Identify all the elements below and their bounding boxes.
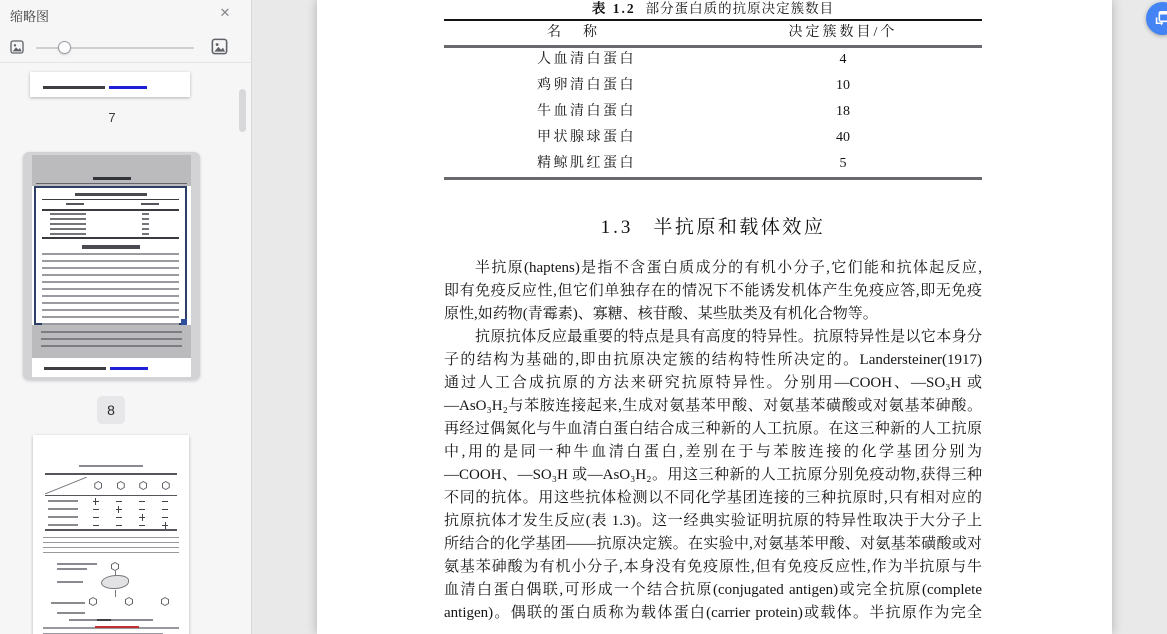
- determinant-count-cell: 4: [839, 52, 847, 67]
- mini-label: [51, 602, 85, 604]
- column-header-name: 名 称: [547, 25, 601, 40]
- section-title: 半抗原和载体效应: [653, 217, 826, 238]
- table-row: [444, 99, 982, 125]
- pdf-page: [317, 0, 1112, 634]
- mini-caption: [79, 465, 143, 467]
- protein-name-cell: 鸡卵清白蛋白: [537, 78, 636, 93]
- panel-title: 缩略图: [10, 9, 50, 24]
- table-rule-bottom: [444, 177, 982, 180]
- viewport-indicator[interactable]: [34, 186, 187, 325]
- page-number-badge-8[interactable]: 8: [97, 396, 125, 424]
- determinant-count-cell: 10: [836, 78, 850, 93]
- benzene-ring-icon: [94, 481, 102, 490]
- text-line: 抗原抗体才发生反应(表 1.3)。这一经典实验证明抗原的特异性取决于大分子上: [444, 513, 982, 529]
- text-line: —AsO₃H₂与苯胺连接起来,生成对氨基苯甲酸、对氨基苯磺酸或对氨基苯砷酸。: [444, 398, 982, 414]
- text-line: 抗原抗体反应最重要的特点是具有高度的特异性。抗原特异性是以它本身分: [475, 329, 982, 345]
- benzene-ring-icon: [162, 481, 170, 490]
- mini-label: [57, 612, 85, 614]
- text-line: —COOH、—SO₃H 或—AsO₃H₂。用这三种新的人工抗原分别免疫动物,获得三种: [444, 467, 982, 483]
- watermark-link: [110, 367, 148, 370]
- text-line: 通过人工合成抗原的方法来研究抗原特异性。分别用—COOH、—SO₃H 或: [444, 375, 982, 391]
- table-header-row: [444, 21, 982, 45]
- benzene-ring-icon: [111, 562, 119, 571]
- table-caption-label: 表 1.2: [591, 1, 636, 16]
- text-line: 氨基苯砷酸为有机小分子,本身没有免疫原性,但有免疫反应性,作为半抗原与牛: [444, 559, 982, 575]
- text-line: 所结合的化学基团——抗原决定簇。在实验中,对氨基苯甲酸、对氨基苯磺酸或对: [444, 536, 982, 552]
- protein-name-cell: 甲状腺球蛋白: [537, 130, 636, 145]
- mini-label: [57, 581, 83, 583]
- thumbnail-panel: [0, 0, 252, 634]
- section-number: 1.3: [600, 217, 634, 238]
- red-underline-annotation: [95, 626, 139, 628]
- thumbnail-page-render: [32, 155, 191, 377]
- table-row: [444, 125, 982, 151]
- thumbnail-size-slider[interactable]: [36, 36, 196, 60]
- column-header-count: 决定簇数目/个: [788, 25, 898, 40]
- close-icon[interactable]: ✕: [216, 4, 234, 22]
- mini-paragraph: [43, 537, 179, 557]
- text-line: 半抗原(haptens)是指不含蛋白质成分的有机小分子,它们能和抗体起反应,: [475, 260, 982, 276]
- protein-name-cell: 牛血清白蛋白: [537, 104, 636, 119]
- mini-figure-caption: [69, 619, 153, 621]
- document-viewer: [253, 0, 1167, 634]
- page-content: [444, 0, 982, 634]
- thumbnail-smaller-icon[interactable]: [9, 39, 25, 55]
- page-number-label-7[interactable]: 7: [108, 110, 116, 125]
- thumbnail-page-7[interactable]: [30, 72, 190, 97]
- determinant-count-cell: 5: [839, 156, 847, 171]
- mini-label: [57, 568, 87, 570]
- determinant-count-cell: 18: [836, 104, 850, 119]
- text-line: 不同的抗体。用这些抗体检测以不同化学基团连接的三种抗原时,只有相对应的: [444, 490, 982, 506]
- dimmed-region-top: [32, 155, 191, 186]
- sidebar-scrollbar[interactable]: [239, 89, 246, 132]
- section-heading: [444, 214, 982, 242]
- protein-name-cell: 精鲸肌红蛋白: [537, 156, 636, 171]
- text-line: 即有免疫反应性,但它们单独存在的情况下不能诱发机体产生免疫应答,即无免疫: [444, 283, 982, 299]
- protein-name-cell: 人血清白蛋白: [537, 52, 636, 67]
- table-row: [444, 73, 982, 99]
- running-header-glyph: [93, 177, 131, 180]
- text-line: antigen)。偶联的蛋白质称为载体蛋白(carrier protein)或载体。半抗原作为完全: [444, 605, 982, 621]
- table-caption: [444, 0, 982, 18]
- text-line: 再经过偶氮化与牛血清白蛋白结合成三种新的人工抗原。在这三种新的人工抗原: [444, 421, 982, 437]
- mini-table: [45, 473, 177, 531]
- benzene-ring-icon: [117, 481, 125, 490]
- benzene-ring-icon: [139, 481, 147, 490]
- carrier-protein-shape: [101, 575, 129, 589]
- text-line: 血清白蛋白偶联,可形成一个结合抗原(conjugated antigen)或完全抗原(complete: [444, 582, 982, 598]
- slider-handle[interactable]: [58, 41, 71, 54]
- table-row: [444, 151, 982, 177]
- benzene-ring-icon: [161, 597, 169, 606]
- dimmed-region-bottom: [32, 325, 191, 358]
- benzene-ring-icon: [125, 597, 133, 606]
- text-line: 原性,如药物(青霉素)、寡糖、核苷酸、某些肽类及有机化合物等。: [444, 306, 878, 322]
- window-arrow-icon: [1153, 9, 1167, 28]
- text-line: 中,用的是同一种牛血清白蛋白,差别在于与苯胺连接的化学基团分别为: [444, 444, 982, 460]
- thumbnail-larger-icon[interactable]: [210, 37, 229, 56]
- mini-label: [57, 563, 97, 565]
- benzene-ring-icon: [89, 597, 97, 606]
- watermark-link: [109, 86, 147, 89]
- table-caption-title: 部分蛋白质的抗原决定簇数目: [645, 1, 835, 16]
- table-body: [444, 47, 982, 177]
- determinant-count-cell: 40: [836, 130, 850, 145]
- table-row: [444, 47, 982, 73]
- page-bottom-strip: [32, 358, 191, 377]
- body-text: [444, 257, 982, 625]
- thumbnail-page-8-selected[interactable]: [23, 152, 200, 380]
- text-line: 子的结构为基础的,即由抗原决定簇的结构特性所决定的。Landersteiner(1917): [444, 352, 982, 368]
- thumbnail-size-controls: [0, 36, 252, 60]
- sidebar-separator: [0, 62, 252, 63]
- thumbnail-page-9[interactable]: [33, 435, 189, 634]
- diagonal-header-cell: [45, 477, 87, 494]
